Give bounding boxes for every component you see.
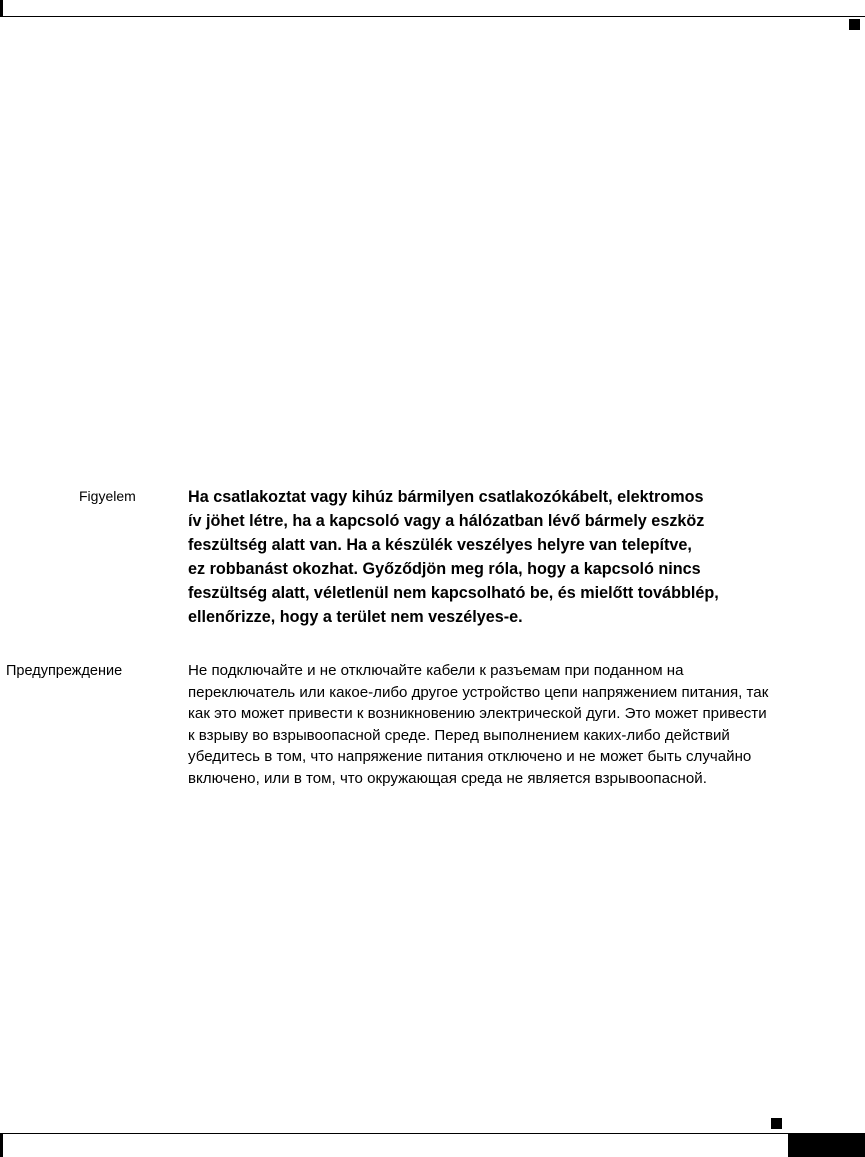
warning-label-hungarian: Figyelem (79, 488, 136, 504)
footer-rule (0, 1133, 865, 1134)
warning-text-hungarian (188, 485, 848, 629)
footer-page-tab (788, 1134, 865, 1157)
header-corner-mark (0, 0, 3, 17)
warning-line: включено, или в том, что окружающая среда не является взрывоопасной. (188, 769, 707, 787)
warning-line: переключатель или какое-либо другое устройство цепи напряжением питания, так (188, 683, 769, 701)
warning-line: ellenőrizze, hogy a terület nem veszélyes-e. (188, 608, 523, 626)
warning-line: как это может привести к возникновению электрической дуги. Это может привести (188, 705, 767, 722)
warning-line: ív jöhet létre, ha a kapcsoló vagy a hálózatban lévő bármely eszköz (188, 512, 705, 530)
warning-line: feszültség alatt van. Ha a készülék veszélyes helyre van telepítve, (188, 536, 692, 554)
footer-square-marker (771, 1118, 782, 1129)
header-rule (0, 16, 865, 17)
warning-line: убедитесь в том, что напряжение питания отключено и не может быть случайно (188, 748, 752, 765)
warning-line: к взрыву во взрывоопасной среде. Перед выполнением каких-либо действий (188, 726, 730, 744)
warning-line: Не подключайте и не отключайте кабели к разъемам при поданном на (188, 662, 684, 679)
header-square-marker (849, 19, 860, 30)
warning-line: Ha csatlakoztat vagy kihúz bármilyen csatlakozókábelt, elektromos (188, 488, 704, 506)
warning-text-russian (188, 660, 848, 789)
footer-corner-mark (0, 1133, 3, 1157)
warning-line: ez robbanást okozhat. Győződjön meg róla, hogy a kapcsoló nincs (188, 560, 701, 578)
warning-label-russian: Предупреждение (6, 663, 123, 679)
warning-line: feszültség alatt, véletlenül nem kapcsolható be, és mielőtt továbblép, (188, 584, 719, 602)
